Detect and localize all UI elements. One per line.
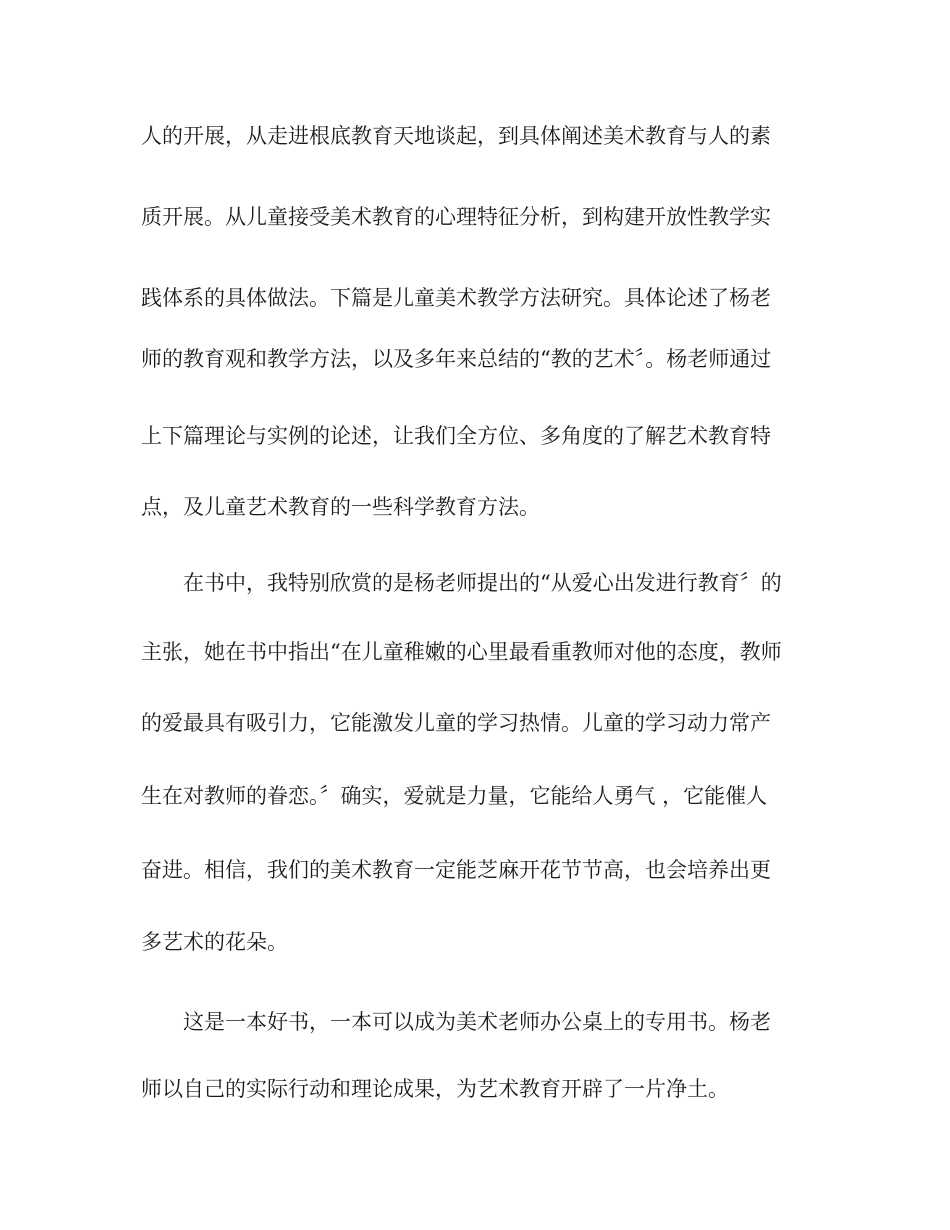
text-line: 师以自己的实际行动和理论成果，为艺术教育开辟了一片净土。 (141, 1077, 729, 1101)
text-line: 践体系的具体做法。下篇是儿童美术教学方法研究。具体论述了杨老 (141, 286, 771, 310)
text-line: 上下篇理论与实例的论述，让我们全方位、多角度的了解艺术教育特 (141, 424, 771, 448)
text-line: 的爱最具有吸引力，它能激发儿童的学习热情。儿童的学习动力常产 (141, 711, 771, 735)
text-line: 质开展。从儿童接受美术教育的心理特征分析，到构建开放性教学实 (141, 205, 771, 229)
text-line: 点，及儿童艺术教育的一些科学教育方法。 (141, 495, 540, 519)
paragraph-start-line: 在书中，我特别欣赏的是杨老师提出的“从爱心出发进行教育〞的 (183, 571, 782, 595)
text-line: 生在对教师的眷恋。〞确实，爱就是力量，它能给人勇气 ，它能催人 (141, 784, 768, 808)
text-line: 人的开展，从走进根底教育天地谈起，到具体阐述美术教育与人的素 (141, 124, 771, 148)
text-line: 师的教育观和教学方法，以及多年来总结的“教的艺术〞。杨老师通过 (141, 347, 772, 371)
text-line: 多艺术的花朵。 (141, 930, 288, 954)
text-line: 奋进。相信，我们的美术教育一定能芝麻开花节节高，也会培养出更 (141, 858, 771, 882)
text-line: 主张，她在书中指出“在儿童稚嫩的心里最看重教师对他的态度，教师 (141, 640, 782, 664)
paragraph-start-line: 这是一本好书，一本可以成为美术老师办公桌上的专用书。杨老 (183, 1010, 771, 1034)
